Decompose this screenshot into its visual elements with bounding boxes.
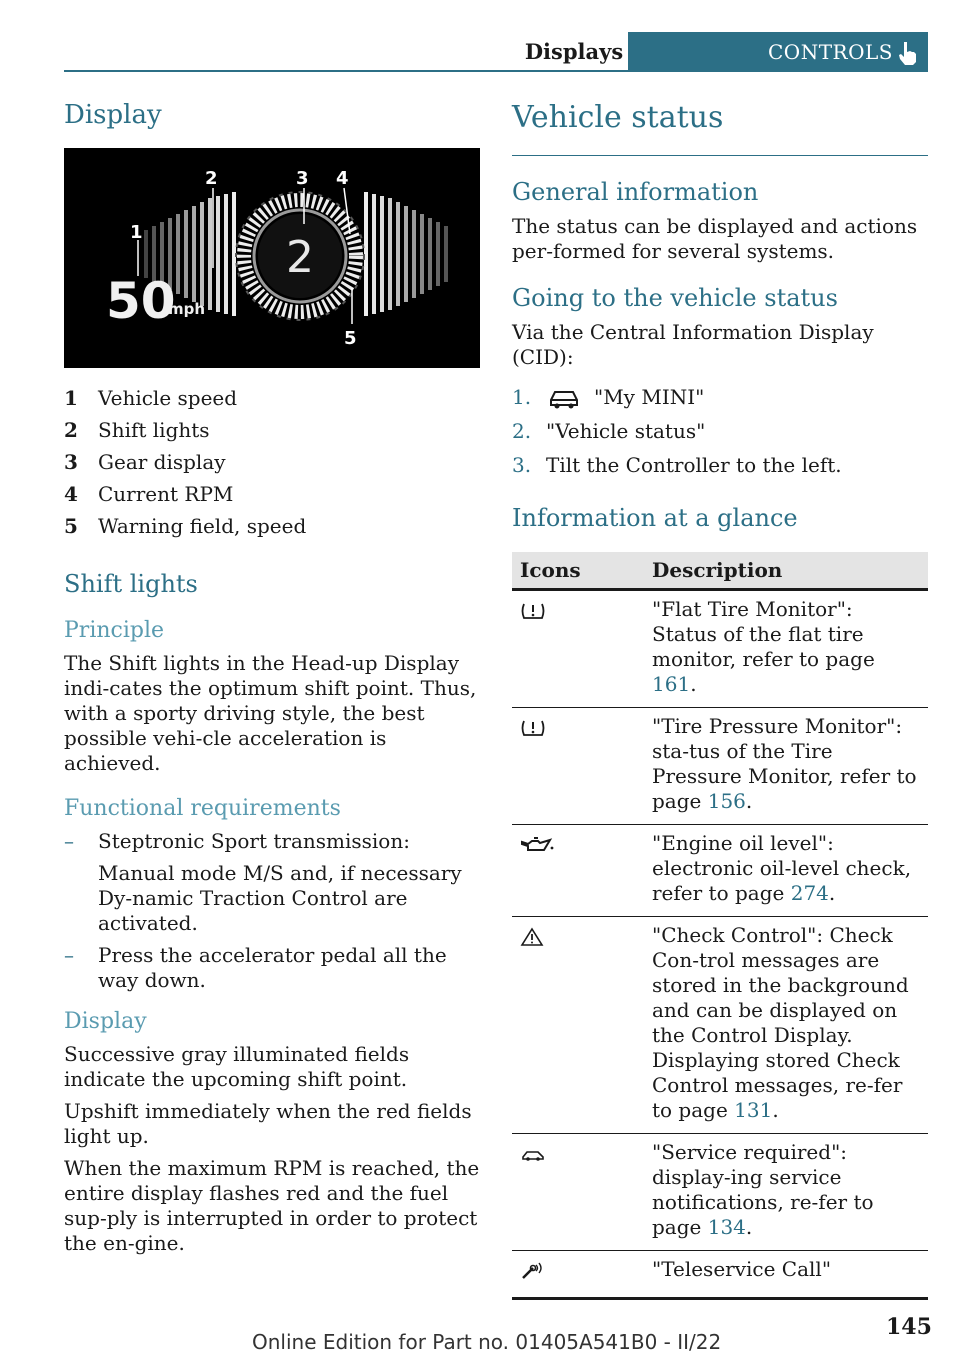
vehicle-speed-readout: 50 xyxy=(106,272,176,330)
table-header-description: Description xyxy=(644,552,928,590)
callout-3: 3 xyxy=(296,168,309,189)
step-text: "Vehicle status" xyxy=(546,419,706,443)
list-item xyxy=(512,380,928,414)
page-link[interactable]: 156 xyxy=(707,789,746,813)
table-cell-description: "Service required": display-ing service notifications, re-fer to page 134. xyxy=(644,1134,928,1251)
display-subheading: Display xyxy=(64,1009,147,1034)
car-icon xyxy=(546,380,582,414)
head-up-display-figure xyxy=(64,148,480,368)
shift-lights-heading: Shift lights xyxy=(64,570,198,598)
list-item xyxy=(64,861,480,936)
header-chapter-tab[interactable] xyxy=(628,32,928,72)
functional-requirements-heading: Functional requirements xyxy=(64,796,341,821)
right-column xyxy=(512,100,928,1300)
legend-number: 1 xyxy=(64,386,78,410)
pointing-hand-icon xyxy=(896,40,918,66)
head-up-display-illustration xyxy=(64,148,480,368)
display-paragraph: Successive gray illuminated fields indicate the upcoming shift point. xyxy=(64,1042,410,1091)
table-row xyxy=(512,708,928,825)
row-description: "Teleservice Call" xyxy=(652,1257,832,1281)
table-cell-icon xyxy=(512,1134,644,1251)
list-item xyxy=(512,414,928,448)
page-link[interactable]: 274 xyxy=(790,881,829,905)
table-cell-description: "Flat Tire Monitor": Status of the flat tire monitor, refer to page 161. xyxy=(644,590,928,708)
list-text: Press the accelerator pedal all the way down. xyxy=(98,943,447,992)
row-description: "Service required": display-ing service notifications, re-fer to page xyxy=(652,1140,874,1239)
legend-label: Gear display xyxy=(98,450,226,474)
list-text: Steptronic Sport transmission: xyxy=(98,829,410,853)
header-section-title: Displays xyxy=(524,39,624,64)
table-cell-description xyxy=(644,1251,928,1299)
step-number: 1. xyxy=(512,385,532,409)
table-header-icons: Icons xyxy=(512,552,644,590)
legend-item xyxy=(64,446,480,478)
legend-label: Shift lights xyxy=(98,418,210,442)
step-number: 2. xyxy=(512,419,532,443)
list-item xyxy=(512,448,928,482)
table-row xyxy=(512,917,928,1134)
edition-footer: Online Edition for Part no. 01405A541B0 - II/22 xyxy=(252,1330,722,1354)
header-rule xyxy=(64,70,928,72)
list-dash xyxy=(64,861,98,936)
information-at-a-glance-heading: Information at a glance xyxy=(512,504,798,532)
functional-requirements-list xyxy=(64,829,480,993)
legend-number: 4 xyxy=(64,482,78,506)
legend-label: Vehicle speed xyxy=(98,386,238,410)
table-cell-icon xyxy=(512,825,644,917)
display-paragraph: Upshift immediately when the red fields light up. xyxy=(64,1099,472,1148)
left-column xyxy=(64,100,480,1256)
row-description: "Check Control": Check Con-trol messages are stored in the background and can be displayed on the Control Display. Displaying stored Check Control messages, re-fer to page xyxy=(652,923,909,1122)
page-link[interactable]: 131 xyxy=(734,1098,773,1122)
legend-label: Warning field, speed xyxy=(98,514,307,538)
callout-5: 5 xyxy=(344,328,357,349)
service-car-icon xyxy=(520,1147,546,1163)
going-to-vehicle-status-heading: Going to the vehicle status xyxy=(512,284,838,312)
step-text: Tilt the Controller to the left. xyxy=(546,453,842,477)
figure-legend xyxy=(64,382,480,542)
table-cell-icon xyxy=(512,708,644,825)
list-dash: – xyxy=(64,829,74,853)
table-header-row xyxy=(512,552,928,590)
table-row xyxy=(512,1134,928,1251)
shift-lights-right xyxy=(364,192,448,316)
row-description: "Tire Pressure Monitor": sta-tus of the Tire Pressure Monitor, refer to page xyxy=(652,714,917,813)
teleservice-icon xyxy=(520,1261,546,1281)
legend-item xyxy=(64,510,480,542)
list-dash: – xyxy=(64,943,74,967)
steps-list xyxy=(512,380,928,482)
gear-display: 2 xyxy=(286,232,314,283)
legend-number: 5 xyxy=(64,514,78,538)
page-link[interactable]: 134 xyxy=(707,1215,746,1239)
table-cell-icon xyxy=(512,917,644,1134)
callout-4: 4 xyxy=(336,168,349,189)
table-row xyxy=(512,825,928,917)
step-text: "My MINI" xyxy=(594,385,705,409)
principle-heading: Principle xyxy=(64,618,165,643)
table-cell-description: "Engine oil level": electronic oil-level check, refer to page 274. xyxy=(644,825,928,917)
page-link[interactable]: 161 xyxy=(652,672,691,696)
display-heading: Display xyxy=(64,100,162,130)
step-number: 3. xyxy=(512,453,532,477)
tire-warning-icon xyxy=(520,718,546,738)
tire-warning-icon xyxy=(520,601,546,621)
callout-1: 1 xyxy=(130,222,143,243)
principle-text: The Shift lights in the Head-up Display indi-cates the optimum shift point. Thus, with a sporty driving style, the best possible vehi-cle acceleration is achieved. xyxy=(64,651,477,775)
section-rule xyxy=(512,155,928,156)
going-to-vehicle-status-text: Via the Central Information Display (CID): xyxy=(512,320,874,369)
page-number: 145 xyxy=(886,1314,932,1340)
legend-number: 3 xyxy=(64,450,78,474)
row-description: "Flat Tire Monitor": Status of the flat tire monitor, refer to page xyxy=(652,597,875,671)
legend-item xyxy=(64,382,480,414)
list-item xyxy=(64,829,480,854)
table-row xyxy=(512,1251,928,1299)
table-cell-description: "Check Control": Check Con-trol messages are stored in the background and can be displayed on the Control Display. Displaying stored Check Control messages, re-fer to page 131. xyxy=(644,917,928,1134)
table-cell-description: "Tire Pressure Monitor": sta-tus of the Tire Pressure Monitor, refer to page 156. xyxy=(644,708,928,825)
list-item xyxy=(64,943,480,993)
legend-number: 2 xyxy=(64,418,78,442)
general-information-heading: General information xyxy=(512,178,759,206)
display-paragraph: When the maximum RPM is reached, the entire display flashes red and the fuel sup-ply is interrupted in order to protect the en-gine. xyxy=(64,1156,480,1255)
table-cell-icon xyxy=(512,590,644,708)
legend-label: Current RPM xyxy=(98,482,234,506)
callout-2: 2 xyxy=(205,168,218,189)
table-cell-icon xyxy=(512,1251,644,1299)
oil-can-icon xyxy=(520,836,556,854)
speed-unit: mph xyxy=(168,300,206,318)
status-icons-table xyxy=(512,552,928,1300)
warning-triangle-icon xyxy=(520,927,544,947)
list-text: Manual mode M/S and, if necessary Dy-namic Traction Control are activated. xyxy=(98,861,462,935)
general-information-text: The status can be displayed and actions per-formed for several systems. xyxy=(512,214,918,263)
table-row xyxy=(512,590,928,708)
row-description: "Engine oil level": electronic oil-level check, refer to page xyxy=(652,831,912,905)
vehicle-status-heading: Vehicle status xyxy=(512,100,724,135)
legend-item xyxy=(64,414,480,446)
header-chapter-label: CONTROLS xyxy=(768,40,893,64)
legend-item xyxy=(64,478,480,510)
